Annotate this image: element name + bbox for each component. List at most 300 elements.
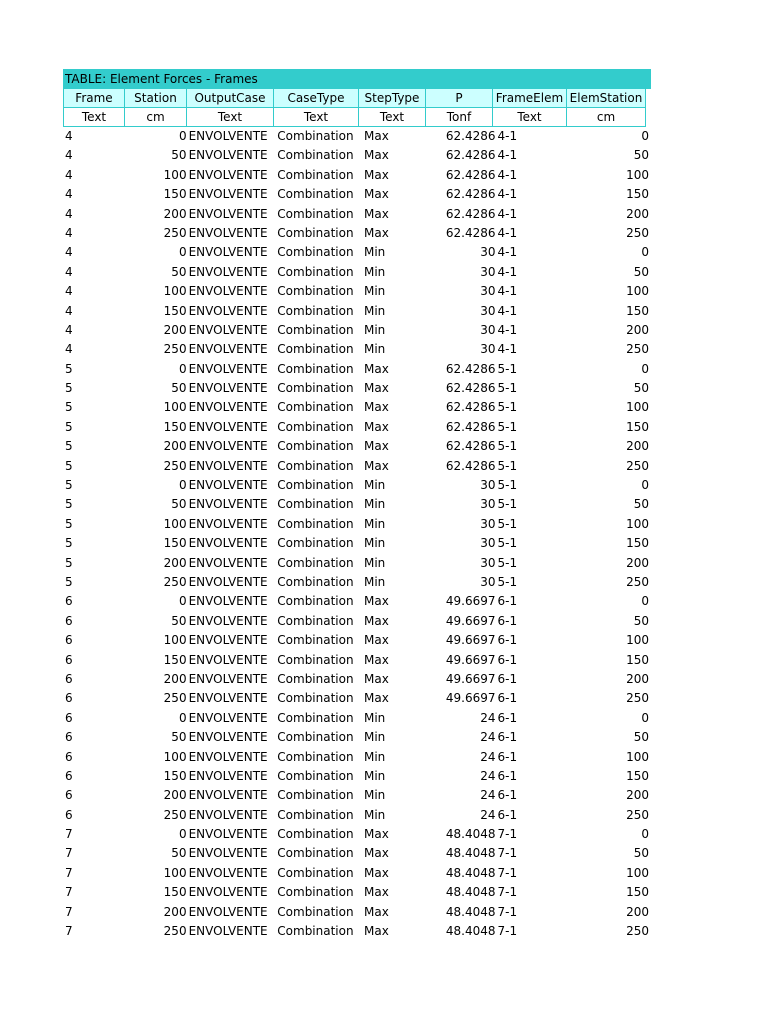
cell-output-case: ENVOLVENTE (188, 710, 268, 725)
cell-step-type: Max (363, 206, 389, 221)
cell-step-type: Max (363, 827, 389, 842)
cell-p: 62.4286 (445, 187, 496, 202)
cell-p: 48.4048 (445, 904, 496, 919)
cell-frame-elem: 5-1 (497, 381, 518, 396)
cell-frame-elem: 4-1 (497, 225, 518, 240)
cell-station: 200 (163, 904, 187, 919)
cell-frame: 7 (65, 924, 73, 939)
cell-elem-station: 150 (626, 652, 650, 667)
cell-p: 62.4286 (445, 148, 496, 163)
cell-p: 30 (480, 497, 496, 512)
cell-step-type: Min (363, 536, 386, 551)
cell-station: 250 (163, 458, 187, 473)
cell-p: 49.6697 (445, 613, 496, 628)
cell-case-type: Combination (277, 361, 354, 376)
cell-elem-station: 200 (626, 904, 650, 919)
cell-frame-elem: 6-1 (497, 768, 518, 783)
cell-output-case: ENVOLVENTE (188, 633, 268, 648)
cell-frame-elem: 4-1 (497, 342, 518, 357)
unit-station: cm (124, 107, 187, 127)
cell-station: 50 (171, 613, 187, 628)
cell-elem-station: 0 (641, 245, 650, 260)
cell-frame-elem: 6-1 (497, 730, 518, 745)
cell-station: 0 (178, 594, 187, 609)
cell-frame: 6 (65, 730, 73, 745)
table-row (63, 146, 651, 165)
cell-frame: 4 (65, 264, 73, 279)
cell-step-type: Max (363, 187, 389, 202)
cell-frame: 5 (65, 497, 73, 512)
cell-frame-elem: 5-1 (497, 361, 518, 376)
table-row (63, 321, 651, 340)
cell-elem-station: 100 (626, 749, 650, 764)
cell-station: 0 (178, 129, 187, 143)
cell-frame: 5 (65, 381, 73, 396)
cell-case-type: Combination (277, 322, 354, 337)
cell-output-case: ENVOLVENTE (188, 129, 268, 143)
cell-p: 62.4286 (445, 206, 496, 221)
cell-case-type: Combination (277, 613, 354, 628)
cell-frame: 4 (65, 187, 73, 202)
table-row (63, 806, 651, 825)
table-row (63, 437, 651, 456)
cell-step-type: Max (363, 613, 389, 628)
cell-output-case: ENVOLVENTE (188, 187, 268, 202)
cell-elem-station: 50 (633, 846, 650, 861)
cell-output-case: ENVOLVENTE (188, 730, 268, 745)
table-row (63, 748, 651, 767)
cell-case-type: Combination (277, 206, 354, 221)
cell-p: 48.4048 (445, 865, 496, 880)
cell-case-type: Combination (277, 245, 354, 260)
cell-output-case: ENVOLVENTE (188, 167, 268, 182)
table-row (63, 340, 651, 359)
cell-frame-elem: 7-1 (497, 865, 518, 880)
cell-case-type: Combination (277, 710, 354, 725)
cell-frame: 6 (65, 788, 73, 803)
cell-case-type: Combination (277, 439, 354, 454)
cell-case-type: Combination (277, 516, 354, 531)
cell-p: 62.4286 (445, 400, 496, 415)
cell-elem-station: 200 (626, 439, 650, 454)
cell-station: 250 (163, 342, 187, 357)
cell-output-case: ENVOLVENTE (188, 148, 268, 163)
table-row (63, 495, 651, 514)
cell-frame: 6 (65, 633, 73, 648)
cell-case-type: Combination (277, 148, 354, 163)
cell-station: 0 (178, 710, 187, 725)
unit-frame-elem: Text (492, 107, 567, 127)
cell-elem-station: 50 (633, 497, 650, 512)
cell-elem-station: 100 (626, 284, 650, 299)
cell-elem-station: 200 (626, 206, 650, 221)
cell-station: 50 (171, 497, 187, 512)
cell-step-type: Min (363, 574, 386, 589)
cell-elem-station: 100 (626, 400, 650, 415)
table-row (63, 670, 651, 689)
cell-elem-station: 250 (626, 342, 650, 357)
cell-frame-elem: 4-1 (497, 284, 518, 299)
table-row (63, 360, 651, 379)
cell-frame-elem: 4-1 (497, 187, 518, 202)
cell-frame-elem: 6-1 (497, 671, 518, 686)
cell-step-type: Max (363, 904, 389, 919)
cell-station: 150 (163, 303, 187, 318)
cell-frame-elem: 6-1 (497, 807, 518, 822)
cell-frame: 7 (65, 865, 73, 880)
cell-frame: 6 (65, 594, 73, 609)
cell-case-type: Combination (277, 284, 354, 299)
cell-elem-station: 100 (626, 516, 650, 531)
cell-frame: 4 (65, 225, 73, 240)
cell-frame-elem: 6-1 (497, 788, 518, 803)
table-row (63, 205, 651, 224)
cell-p: 24 (480, 768, 496, 783)
unit-step-type: Text (358, 107, 426, 127)
cell-frame-elem: 6-1 (497, 691, 518, 706)
cell-case-type: Combination (277, 807, 354, 822)
cell-elem-station: 250 (626, 225, 650, 240)
cell-frame: 5 (65, 361, 73, 376)
cell-p: 48.4048 (445, 885, 496, 900)
cell-frame: 5 (65, 419, 73, 434)
cell-elem-station: 200 (626, 555, 650, 570)
cell-step-type: Min (363, 303, 386, 318)
cell-station: 200 (163, 788, 187, 803)
cell-frame-elem: 4-1 (497, 167, 518, 182)
cell-output-case: ENVOLVENTE (188, 846, 268, 861)
cell-case-type: Combination (277, 730, 354, 745)
header-frame: Frame (63, 88, 125, 108)
cell-p: 49.6697 (445, 691, 496, 706)
cell-frame-elem: 5-1 (497, 516, 518, 531)
cell-case-type: Combination (277, 225, 354, 240)
header-step-type: StepType (358, 88, 426, 108)
cell-p: 49.6697 (445, 594, 496, 609)
cell-step-type: Max (363, 419, 389, 434)
cell-elem-station: 0 (641, 710, 650, 725)
element-forces-table (63, 69, 651, 941)
cell-p: 30 (480, 574, 496, 589)
cell-frame-elem: 4-1 (497, 322, 518, 337)
table-row (63, 922, 651, 941)
table-row (63, 728, 651, 747)
cell-step-type: Max (363, 361, 389, 376)
unit-frame: Text (63, 107, 125, 127)
table-row (63, 302, 651, 321)
cell-elem-station: 250 (626, 574, 650, 589)
cell-frame-elem: 4-1 (497, 264, 518, 279)
cell-p: 30 (480, 478, 496, 493)
cell-step-type: Min (363, 710, 386, 725)
cell-station: 0 (178, 361, 187, 376)
cell-frame: 4 (65, 148, 73, 163)
cell-step-type: Max (363, 885, 389, 900)
cell-frame-elem: 5-1 (497, 458, 518, 473)
cell-output-case: ENVOLVENTE (188, 478, 268, 493)
cell-elem-station: 150 (626, 768, 650, 783)
cell-case-type: Combination (277, 827, 354, 842)
cell-elem-station: 150 (626, 419, 650, 434)
cell-step-type: Max (363, 691, 389, 706)
table-row (63, 282, 651, 301)
cell-step-type: Max (363, 846, 389, 861)
cell-step-type: Max (363, 129, 389, 143)
cell-frame: 4 (65, 303, 73, 318)
cell-step-type: Max (363, 439, 389, 454)
cell-p: 48.4048 (445, 924, 496, 939)
cell-station: 150 (163, 768, 187, 783)
unit-case-type: Text (273, 107, 359, 127)
table-row (63, 534, 651, 553)
cell-frame: 4 (65, 167, 73, 182)
cell-p: 30 (480, 264, 496, 279)
cell-frame: 4 (65, 129, 73, 143)
cell-frame: 6 (65, 691, 73, 706)
header-case-type: CaseType (273, 88, 359, 108)
cell-frame-elem: 5-1 (497, 574, 518, 589)
cell-frame: 6 (65, 613, 73, 628)
cell-p: 30 (480, 322, 496, 337)
cell-frame-elem: 7-1 (497, 924, 518, 939)
cell-station: 200 (163, 206, 187, 221)
cell-case-type: Combination (277, 885, 354, 900)
cell-station: 100 (163, 516, 187, 531)
cell-elem-station: 0 (641, 478, 650, 493)
cell-p: 62.4286 (445, 167, 496, 182)
cell-step-type: Max (363, 633, 389, 648)
unit-p: Tonf (425, 107, 493, 127)
cell-frame-elem: 5-1 (497, 439, 518, 454)
cell-step-type: Min (363, 516, 386, 531)
table-row (63, 903, 651, 922)
cell-step-type: Min (363, 284, 386, 299)
cell-frame-elem: 5-1 (497, 478, 518, 493)
cell-station: 200 (163, 555, 187, 570)
cell-step-type: Min (363, 807, 386, 822)
cell-station: 0 (178, 827, 187, 842)
cell-case-type: Combination (277, 924, 354, 939)
cell-step-type: Max (363, 167, 389, 182)
cell-frame-elem: 4-1 (497, 129, 518, 143)
cell-station: 50 (171, 148, 187, 163)
cell-p: 24 (480, 730, 496, 745)
header-output-case: OutputCase (186, 88, 274, 108)
cell-station: 250 (163, 807, 187, 822)
cell-frame-elem: 5-1 (497, 400, 518, 415)
cell-elem-station: 200 (626, 322, 650, 337)
cell-p: 49.6697 (445, 633, 496, 648)
cell-frame: 5 (65, 536, 73, 551)
cell-step-type: Max (363, 652, 389, 667)
cell-case-type: Combination (277, 303, 354, 318)
table-row (63, 631, 651, 650)
cell-frame-elem: 6-1 (497, 652, 518, 667)
cell-elem-station: 150 (626, 536, 650, 551)
cell-output-case: ENVOLVENTE (188, 381, 268, 396)
cell-p: 30 (480, 284, 496, 299)
cell-frame: 4 (65, 284, 73, 299)
cell-p: 24 (480, 788, 496, 803)
table-row (63, 418, 651, 437)
cell-elem-station: 250 (626, 691, 650, 706)
cell-elem-station: 50 (633, 730, 650, 745)
header-elem-station: ElemStation (566, 88, 646, 108)
cell-output-case: ENVOLVENTE (188, 458, 268, 473)
cell-elem-station: 0 (641, 594, 650, 609)
cell-p: 49.6697 (445, 671, 496, 686)
cell-frame: 7 (65, 827, 73, 842)
cell-p: 48.4048 (445, 827, 496, 842)
cell-station: 100 (163, 167, 187, 182)
cell-frame-elem: 4-1 (497, 148, 518, 163)
cell-elem-station: 100 (626, 865, 650, 880)
cell-frame: 7 (65, 846, 73, 861)
cell-output-case: ENVOLVENTE (188, 322, 268, 337)
table-row (63, 864, 651, 883)
cell-step-type: Max (363, 594, 389, 609)
table-row (63, 185, 651, 204)
cell-step-type: Max (363, 225, 389, 240)
cell-elem-station: 250 (626, 924, 650, 939)
table-body (63, 127, 651, 941)
cell-frame-elem: 7-1 (497, 904, 518, 919)
cell-frame: 7 (65, 885, 73, 900)
cell-frame: 6 (65, 710, 73, 725)
cell-frame-elem: 4-1 (497, 245, 518, 260)
cell-step-type: Max (363, 148, 389, 163)
cell-output-case: ENVOLVENTE (188, 264, 268, 279)
cell-station: 50 (171, 264, 187, 279)
cell-case-type: Combination (277, 187, 354, 202)
cell-output-case: ENVOLVENTE (188, 342, 268, 357)
cell-step-type: Max (363, 924, 389, 939)
cell-frame-elem: 6-1 (497, 613, 518, 628)
cell-step-type: Max (363, 865, 389, 880)
cell-case-type: Combination (277, 865, 354, 880)
cell-station: 100 (163, 400, 187, 415)
header-row (63, 89, 651, 108)
cell-output-case: ENVOLVENTE (188, 303, 268, 318)
cell-station: 0 (178, 245, 187, 260)
cell-case-type: Combination (277, 536, 354, 551)
cell-case-type: Combination (277, 458, 354, 473)
cell-output-case: ENVOLVENTE (188, 284, 268, 299)
cell-step-type: Min (363, 322, 386, 337)
cell-frame-elem: 6-1 (497, 749, 518, 764)
cell-case-type: Combination (277, 167, 354, 182)
cell-case-type: Combination (277, 478, 354, 493)
cell-output-case: ENVOLVENTE (188, 788, 268, 803)
cell-step-type: Min (363, 788, 386, 803)
table-row (63, 844, 651, 863)
cell-p: 30 (480, 342, 496, 357)
cell-elem-station: 200 (626, 788, 650, 803)
cell-step-type: Min (363, 478, 386, 493)
cell-frame: 6 (65, 671, 73, 686)
cell-step-type: Max (363, 458, 389, 473)
cell-elem-station: 150 (626, 885, 650, 900)
unit-elem-station: cm (566, 107, 646, 127)
cell-elem-station: 50 (633, 264, 650, 279)
cell-elem-station: 250 (626, 807, 650, 822)
cell-frame: 5 (65, 458, 73, 473)
cell-frame-elem: 6-1 (497, 710, 518, 725)
cell-output-case: ENVOLVENTE (188, 924, 268, 939)
table-row (63, 476, 651, 495)
cell-elem-station: 250 (626, 458, 650, 473)
cell-case-type: Combination (277, 633, 354, 648)
cell-output-case: ENVOLVENTE (188, 807, 268, 822)
cell-station: 100 (163, 633, 187, 648)
cell-p: 30 (480, 303, 496, 318)
cell-output-case: ENVOLVENTE (188, 749, 268, 764)
table-row (63, 515, 651, 534)
cell-station: 250 (163, 225, 187, 240)
cell-frame-elem: 7-1 (497, 885, 518, 900)
cell-step-type: Max (363, 381, 389, 396)
unit-output-case: Text (186, 107, 274, 127)
cell-station: 200 (163, 439, 187, 454)
header-frame-elem: FrameElem (492, 88, 567, 108)
table-row (63, 243, 651, 262)
cell-case-type: Combination (277, 555, 354, 570)
cell-station: 150 (163, 187, 187, 202)
cell-step-type: Min (363, 749, 386, 764)
cell-output-case: ENVOLVENTE (188, 555, 268, 570)
cell-station: 150 (163, 885, 187, 900)
cell-case-type: Combination (277, 264, 354, 279)
table-row (63, 786, 651, 805)
cell-elem-station: 50 (633, 613, 650, 628)
cell-output-case: ENVOLVENTE (188, 613, 268, 628)
cell-output-case: ENVOLVENTE (188, 516, 268, 531)
cell-step-type: Min (363, 497, 386, 512)
cell-case-type: Combination (277, 846, 354, 861)
cell-p: 62.4286 (445, 225, 496, 240)
table-row (63, 573, 651, 592)
cell-frame: 5 (65, 516, 73, 531)
cell-case-type: Combination (277, 594, 354, 609)
cell-case-type: Combination (277, 691, 354, 706)
cell-station: 100 (163, 865, 187, 880)
cell-frame: 4 (65, 322, 73, 337)
cell-output-case: ENVOLVENTE (188, 400, 268, 415)
cell-station: 100 (163, 749, 187, 764)
cell-case-type: Combination (277, 342, 354, 357)
cell-p: 49.6697 (445, 652, 496, 667)
table-title: TABLE: Element Forces - Frames (63, 69, 651, 89)
cell-output-case: ENVOLVENTE (188, 865, 268, 880)
cell-output-case: ENVOLVENTE (188, 225, 268, 240)
cell-p: 62.4286 (445, 129, 496, 143)
table-row (63, 709, 651, 728)
cell-frame: 5 (65, 400, 73, 415)
table-row (63, 689, 651, 708)
cell-elem-station: 100 (626, 633, 650, 648)
cell-frame-elem: 7-1 (497, 827, 518, 842)
cell-elem-station: 0 (641, 361, 650, 376)
cell-output-case: ENVOLVENTE (188, 361, 268, 376)
table-row (63, 767, 651, 786)
cell-case-type: Combination (277, 497, 354, 512)
cell-step-type: Max (363, 671, 389, 686)
cell-p: 62.4286 (445, 458, 496, 473)
cell-output-case: ENVOLVENTE (188, 885, 268, 900)
cell-step-type: Min (363, 342, 386, 357)
cell-p: 30 (480, 555, 496, 570)
cell-frame-elem: 4-1 (497, 206, 518, 221)
